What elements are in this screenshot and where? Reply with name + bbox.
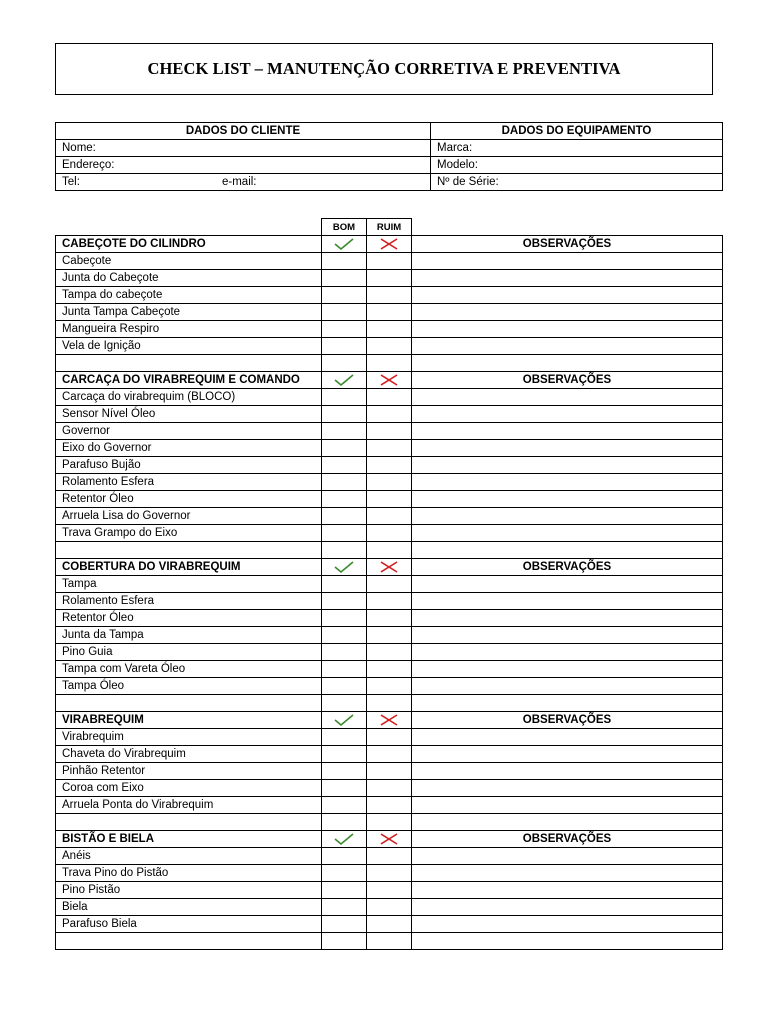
notes-cell[interactable] xyxy=(412,797,723,814)
good-checkbox-cell[interactable] xyxy=(322,627,367,644)
item-label: Trava Pino do Pistão xyxy=(56,865,322,882)
section-header-cabecote-do-cilindro xyxy=(56,236,723,253)
item-label: Virabrequim xyxy=(56,729,322,746)
blank-cell xyxy=(412,695,723,712)
notes-cell[interactable] xyxy=(412,474,723,491)
cross-icon xyxy=(367,712,412,729)
bad-checkbox-cell[interactable] xyxy=(367,287,412,304)
client-contact-field[interactable] xyxy=(56,174,431,191)
good-checkbox-cell[interactable] xyxy=(322,882,367,899)
good-checkbox-cell[interactable] xyxy=(322,253,367,270)
blank-row xyxy=(56,933,723,950)
cross-icon xyxy=(367,559,412,576)
item-label: Junta do Cabeçote xyxy=(56,270,322,287)
item-label: Eixo do Governor xyxy=(56,440,322,457)
blank-cell xyxy=(412,933,723,950)
item-label: Anéis xyxy=(56,848,322,865)
good-checkbox-cell[interactable] xyxy=(322,763,367,780)
equipment-header: DADOS DO EQUIPAMENTO xyxy=(431,123,723,140)
section-title: VIRABREQUIM xyxy=(56,712,322,729)
notes-cell[interactable] xyxy=(412,729,723,746)
bad-checkbox-cell[interactable] xyxy=(367,882,412,899)
table-row xyxy=(56,440,723,457)
good-checkbox-cell[interactable] xyxy=(322,576,367,593)
notes-column-header: OBSERVAÇÕES xyxy=(412,559,723,576)
bad-checkbox-cell[interactable] xyxy=(367,304,412,321)
item-label: Pino Guia xyxy=(56,644,322,661)
notes-column-header: OBSERVAÇÕES xyxy=(412,831,723,848)
bad-checkbox-cell[interactable] xyxy=(367,848,412,865)
notes-cell[interactable] xyxy=(412,287,723,304)
blank-cell xyxy=(322,355,367,372)
notes-column-header: OBSERVAÇÕES xyxy=(412,372,723,389)
client-name-field[interactable]: Nome: xyxy=(56,140,431,157)
bad-checkbox-cell[interactable] xyxy=(367,457,412,474)
good-checkbox-cell[interactable] xyxy=(322,780,367,797)
notes-cell[interactable] xyxy=(412,508,723,525)
notes-column-header: OBSERVAÇÕES xyxy=(412,236,723,253)
bad-checkbox-cell[interactable] xyxy=(367,899,412,916)
bad-checkbox-cell[interactable] xyxy=(367,746,412,763)
bad-checkbox-cell[interactable] xyxy=(367,270,412,287)
table-row xyxy=(56,661,723,678)
bad-checkbox-cell[interactable] xyxy=(367,661,412,678)
tel-label: Tel: xyxy=(62,176,80,188)
table-row xyxy=(56,610,723,627)
section-header-virabrequim xyxy=(56,712,723,729)
notes-cell[interactable] xyxy=(412,525,723,542)
notes-cell[interactable] xyxy=(412,457,723,474)
item-label: Pinhão Retentor xyxy=(56,763,322,780)
cross-icon xyxy=(367,236,412,253)
blank-cell xyxy=(322,542,367,559)
bad-checkbox-cell[interactable] xyxy=(367,916,412,933)
notes-cell[interactable] xyxy=(412,678,723,695)
good-checkbox-cell[interactable] xyxy=(322,610,367,627)
blank-cell xyxy=(367,355,412,372)
item-label: Tampa Óleo xyxy=(56,678,322,695)
table-row xyxy=(56,848,723,865)
checklist-table xyxy=(55,235,723,950)
notes-cell[interactable] xyxy=(412,389,723,406)
notes-cell[interactable] xyxy=(412,899,723,916)
item-label: Vela de Ignição xyxy=(56,338,322,355)
table-row xyxy=(56,525,723,542)
equipment-model-field[interactable]: Modelo: xyxy=(431,157,723,174)
good-checkbox-cell[interactable] xyxy=(322,525,367,542)
table-row xyxy=(56,304,723,321)
check-icon xyxy=(322,372,367,389)
bad-checkbox-cell[interactable] xyxy=(367,406,412,423)
notes-cell[interactable] xyxy=(412,848,723,865)
bad-checkbox-cell[interactable] xyxy=(367,576,412,593)
item-label: Tampa xyxy=(56,576,322,593)
item-label: Parafuso Biela xyxy=(56,916,322,933)
item-label: Trava Grampo do Eixo xyxy=(56,525,322,542)
good-column-header: BOM xyxy=(322,219,367,236)
table-row xyxy=(56,287,723,304)
notes-cell[interactable] xyxy=(412,338,723,355)
blank-row xyxy=(56,355,723,372)
notes-cell[interactable] xyxy=(412,593,723,610)
bad-checkbox-cell[interactable] xyxy=(367,491,412,508)
bad-checkbox-cell[interactable] xyxy=(367,627,412,644)
good-checkbox-cell[interactable] xyxy=(322,746,367,763)
section-header-bistao-e-biela xyxy=(56,831,723,848)
table-row xyxy=(56,423,723,440)
bad-checkbox-cell[interactable] xyxy=(367,763,412,780)
blank-row xyxy=(56,814,723,831)
item-label: Junta da Tampa xyxy=(56,627,322,644)
bad-checkbox-cell[interactable] xyxy=(367,338,412,355)
check-icon xyxy=(322,831,367,848)
good-checkbox-cell[interactable] xyxy=(322,440,367,457)
good-checkbox-cell[interactable] xyxy=(322,848,367,865)
section-header-cobertura-do-virabrequim xyxy=(56,559,723,576)
table-row xyxy=(56,253,723,270)
blank-cell xyxy=(412,542,723,559)
notes-cell[interactable] xyxy=(412,661,723,678)
notes-cell[interactable] xyxy=(412,627,723,644)
item-label: Coroa com Eixo xyxy=(56,780,322,797)
good-checkbox-cell[interactable] xyxy=(322,593,367,610)
item-label: Sensor Nível Óleo xyxy=(56,406,322,423)
bad-checkbox-cell[interactable] xyxy=(367,678,412,695)
item-label: Arruela Ponta do Virabrequim xyxy=(56,797,322,814)
blank-cell xyxy=(56,814,322,831)
equipment-brand-field[interactable]: Marca: xyxy=(431,140,723,157)
good-checkbox-cell[interactable] xyxy=(322,423,367,440)
bad-checkbox-cell[interactable] xyxy=(367,253,412,270)
table-row xyxy=(56,627,723,644)
blank-cell xyxy=(412,814,723,831)
blank-cell xyxy=(322,814,367,831)
notes-cell[interactable] xyxy=(412,746,723,763)
client-equipment-table xyxy=(55,122,723,191)
good-checkbox-cell[interactable] xyxy=(322,321,367,338)
blank-cell xyxy=(322,695,367,712)
table-row xyxy=(56,797,723,814)
good-checkbox-cell[interactable] xyxy=(322,865,367,882)
notes-cell[interactable] xyxy=(412,253,723,270)
check-icon xyxy=(322,712,367,729)
item-label: Arruela Lisa do Governor xyxy=(56,508,322,525)
blank-cell xyxy=(56,542,322,559)
section-header-carcaca-do-virabrequim-e-comando xyxy=(56,372,723,389)
blank-row xyxy=(56,542,723,559)
good-checkbox-cell[interactable] xyxy=(322,287,367,304)
table-row xyxy=(56,321,723,338)
good-checkbox-cell[interactable] xyxy=(322,406,367,423)
table-row xyxy=(56,338,723,355)
table-row xyxy=(56,746,723,763)
table-row xyxy=(56,729,723,746)
blank-cell xyxy=(367,933,412,950)
bad-checkbox-cell[interactable] xyxy=(367,423,412,440)
notes-cell[interactable] xyxy=(412,576,723,593)
good-checkbox-cell[interactable] xyxy=(322,644,367,661)
notes-cell[interactable] xyxy=(412,780,723,797)
bad-checkbox-cell[interactable] xyxy=(367,440,412,457)
notes-cell[interactable] xyxy=(412,916,723,933)
good-checkbox-cell[interactable] xyxy=(322,729,367,746)
blank-cell xyxy=(56,695,322,712)
blank-row xyxy=(56,695,723,712)
good-checkbox-cell[interactable] xyxy=(322,389,367,406)
item-label: Retentor Óleo xyxy=(56,610,322,627)
notes-cell[interactable] xyxy=(412,644,723,661)
email-label: e-mail: xyxy=(222,176,257,188)
item-label: Tampa com Vareta Óleo xyxy=(56,661,322,678)
bad-checkbox-cell[interactable] xyxy=(367,593,412,610)
client-address-field[interactable]: Endereço: xyxy=(56,157,431,174)
good-checkbox-cell[interactable] xyxy=(322,491,367,508)
notes-cell[interactable] xyxy=(412,865,723,882)
equipment-serial-field[interactable]: Nº de Série: xyxy=(431,174,723,191)
bad-checkbox-cell[interactable] xyxy=(367,525,412,542)
item-label: Biela xyxy=(56,899,322,916)
notes-cell[interactable] xyxy=(412,882,723,899)
table-row xyxy=(56,763,723,780)
section-title: CARCAÇA DO VIRABREQUIM E COMANDO xyxy=(56,372,322,389)
item-label: Tampa do cabeçote xyxy=(56,287,322,304)
good-checkbox-cell[interactable] xyxy=(322,899,367,916)
blank-cell xyxy=(367,542,412,559)
bad-checkbox-cell[interactable] xyxy=(367,508,412,525)
table-row xyxy=(56,491,723,508)
check-icon xyxy=(322,236,367,253)
blank-cell xyxy=(367,814,412,831)
bad-checkbox-cell[interactable] xyxy=(367,729,412,746)
notes-cell[interactable] xyxy=(412,763,723,780)
notes-column-header: OBSERVAÇÕES xyxy=(412,712,723,729)
item-label: Carcaça do virabrequim (BLOCO) xyxy=(56,389,322,406)
good-checkbox-cell[interactable] xyxy=(322,508,367,525)
bad-checkbox-cell[interactable] xyxy=(367,644,412,661)
section-title: CABEÇOTE DO CILINDRO xyxy=(56,236,322,253)
notes-cell[interactable] xyxy=(412,270,723,287)
table-row xyxy=(56,780,723,797)
bad-checkbox-cell[interactable] xyxy=(367,389,412,406)
check-icon xyxy=(322,559,367,576)
item-label: Rolamento Esfera xyxy=(56,474,322,491)
item-label: Cabeçote xyxy=(56,253,322,270)
table-row xyxy=(56,457,723,474)
table-row xyxy=(56,389,723,406)
bad-checkbox-cell[interactable] xyxy=(367,797,412,814)
table-row xyxy=(56,644,723,661)
cross-icon xyxy=(367,372,412,389)
notes-cell[interactable] xyxy=(412,610,723,627)
table-row xyxy=(56,882,723,899)
good-checkbox-cell[interactable] xyxy=(322,797,367,814)
bad-column-header: RUIM xyxy=(367,219,412,236)
blank-cell xyxy=(412,355,723,372)
notes-cell[interactable] xyxy=(412,440,723,457)
good-checkbox-cell[interactable] xyxy=(322,678,367,695)
table-row xyxy=(56,508,723,525)
item-label: Chaveta do Virabrequim xyxy=(56,746,322,763)
good-checkbox-cell[interactable] xyxy=(322,661,367,678)
good-checkbox-cell[interactable] xyxy=(322,304,367,321)
client-header: DADOS DO CLIENTE xyxy=(56,123,431,140)
item-label: Parafuso Bujão xyxy=(56,457,322,474)
good-checkbox-cell[interactable] xyxy=(322,270,367,287)
cross-icon xyxy=(367,831,412,848)
item-label: Junta Tampa Cabeçote xyxy=(56,304,322,321)
blank-cell xyxy=(367,695,412,712)
notes-cell[interactable] xyxy=(412,321,723,338)
section-title: COBERTURA DO VIRABREQUIM xyxy=(56,559,322,576)
bad-checkbox-cell[interactable] xyxy=(367,474,412,491)
item-label: Rolamento Esfera xyxy=(56,593,322,610)
notes-cell[interactable] xyxy=(412,304,723,321)
notes-cell[interactable] xyxy=(412,423,723,440)
table-row xyxy=(56,474,723,491)
bad-checkbox-cell[interactable] xyxy=(367,865,412,882)
good-checkbox-cell[interactable] xyxy=(322,916,367,933)
good-checkbox-cell[interactable] xyxy=(322,474,367,491)
table-row xyxy=(56,678,723,695)
blank-cell xyxy=(56,355,322,372)
document-title: CHECK LIST – MANUTENÇÃO CORRETIVA E PREVENTIVA xyxy=(55,43,713,95)
blank-cell xyxy=(56,933,322,950)
bad-checkbox-cell[interactable] xyxy=(367,610,412,627)
bad-checkbox-cell[interactable] xyxy=(367,321,412,338)
table-row xyxy=(56,593,723,610)
item-label: Retentor Óleo xyxy=(56,491,322,508)
table-row xyxy=(56,916,723,933)
table-row xyxy=(56,899,723,916)
table-row xyxy=(56,406,723,423)
notes-cell[interactable] xyxy=(412,406,723,423)
item-label: Pino Pistão xyxy=(56,882,322,899)
notes-cell[interactable] xyxy=(412,491,723,508)
good-checkbox-cell[interactable] xyxy=(322,457,367,474)
table-row xyxy=(56,865,723,882)
table-row xyxy=(56,576,723,593)
item-label: Governor xyxy=(56,423,322,440)
bad-checkbox-cell[interactable] xyxy=(367,780,412,797)
rating-header xyxy=(321,218,412,236)
section-title: BISTÃO E BIELA xyxy=(56,831,322,848)
item-label: Mangueira Respiro xyxy=(56,321,322,338)
good-checkbox-cell[interactable] xyxy=(322,338,367,355)
table-row xyxy=(56,270,723,287)
blank-cell xyxy=(322,933,367,950)
